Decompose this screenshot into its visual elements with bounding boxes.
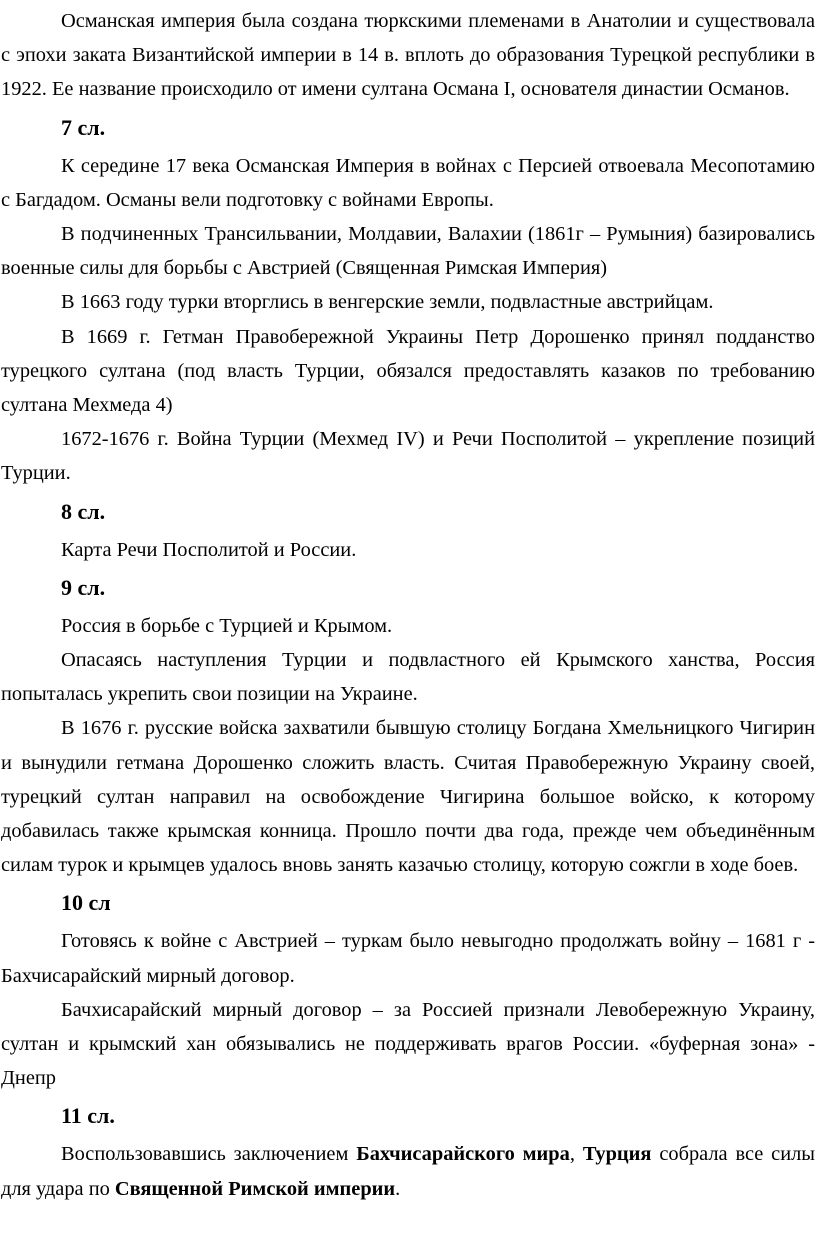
text-segment: , xyxy=(569,1143,583,1166)
text-segment: Воспользовавшись заключением xyxy=(61,1143,357,1166)
bold-bakhchisaray-peace: Бахчисарайского мира xyxy=(356,1143,570,1166)
paragraph-treaty-terms: Бачхисарайский мирный договор – за Россией признали Левобережную Украину, султан и крымский хан обязывались не поддерживать врагов России. «буферная зона» - Днепр xyxy=(1,998,815,1090)
paragraph-1669-doroshenko: В 1669 г. Гетман Правобережной Украины Петр Дорошенко принял подданство турецкого султана (под власть Турции, обязался предоставлять казаков по требованию султана Мехмеда 4) xyxy=(1,325,815,417)
paragraph-chigirin: В 1676 г. русские войска захватили бывшую столицу Богдана Хмельницкого Чигирин и вынудили гетмана Дорошенко сложить власть. Считая Правобережную Украину своей, турецкий султан направил на освобождение Чигирина большое войско, к которому добавилась также крымская конница. Прошло почти два года, прежде чем объединённым силам турок и крымцев удалось вновь занять казачью столицу, которую сожгли в ходе боев. xyxy=(1,717,815,877)
slide-heading-10: 10 сл xyxy=(61,890,111,916)
bold-holy-roman-empire: Священной Римской империи xyxy=(114,1177,396,1200)
slide-heading-9: 9 сл. xyxy=(61,574,106,600)
paragraph-ottoman-origin: Османская империя была создана тюркскими племенами в Анатолии и существовала с эпохи заката Византийской империи в 14 в. вплоть до образования Турецкой республики в 1922. Ее название происходило от имени султана Османа I, основателя династии Османов. xyxy=(1,10,815,101)
slide-heading-11: 11 сл. xyxy=(61,1103,115,1129)
paragraph-mid-17th-century: К середине 17 века Османская Империя в войнах с Персией отвоевала Месопотамию с Багдадом. Османы вели подготовку с войнами Европы. xyxy=(1,154,815,211)
paragraph-russia-struggle: Россия в борьбе с Турцией и Крымом. xyxy=(61,614,393,637)
slide-heading-8: 8 сл. xyxy=(61,498,106,524)
paragraph-fearing-turkey: Опасаясь наступления Турции и подвластного ей Крымского ханства, Россия попыталась укрепить свои позиции на Украине. xyxy=(1,649,815,706)
text-segment: собрала все силы для удара по xyxy=(1,1143,816,1200)
text-segment: . xyxy=(395,1177,401,1200)
paragraph-map: Карта Речи Посполитой и России. xyxy=(61,538,357,561)
bold-turkey: Турция xyxy=(582,1143,652,1166)
paragraph-bakhchisaray-treaty: Готовясь к войне с Австрией – туркам было невыгодно продолжать войну – 1681 г - Бахчисарайский мирный договор. xyxy=(1,930,815,987)
paragraph-subordinate-territories: В подчиненных Трансильвании, Молдавии, Валахии (1861г – Румыния) базировались военные силы для борьбы с Австрией (Священная Римская Империя) xyxy=(1,223,815,280)
paragraph-turkey-strike xyxy=(1,1137,815,1205)
slide-heading-7: 7 сл. xyxy=(61,114,106,140)
paragraph-1672-1676-war: 1672-1676 г. Война Турции (Мехмед IV) и Речи Посполитой – укрепление позиций Турции. xyxy=(1,428,815,485)
paragraph-1663-invasion: В 1663 году турки вторглись в венгерские земли, подвластные австрийцам. xyxy=(61,291,714,314)
